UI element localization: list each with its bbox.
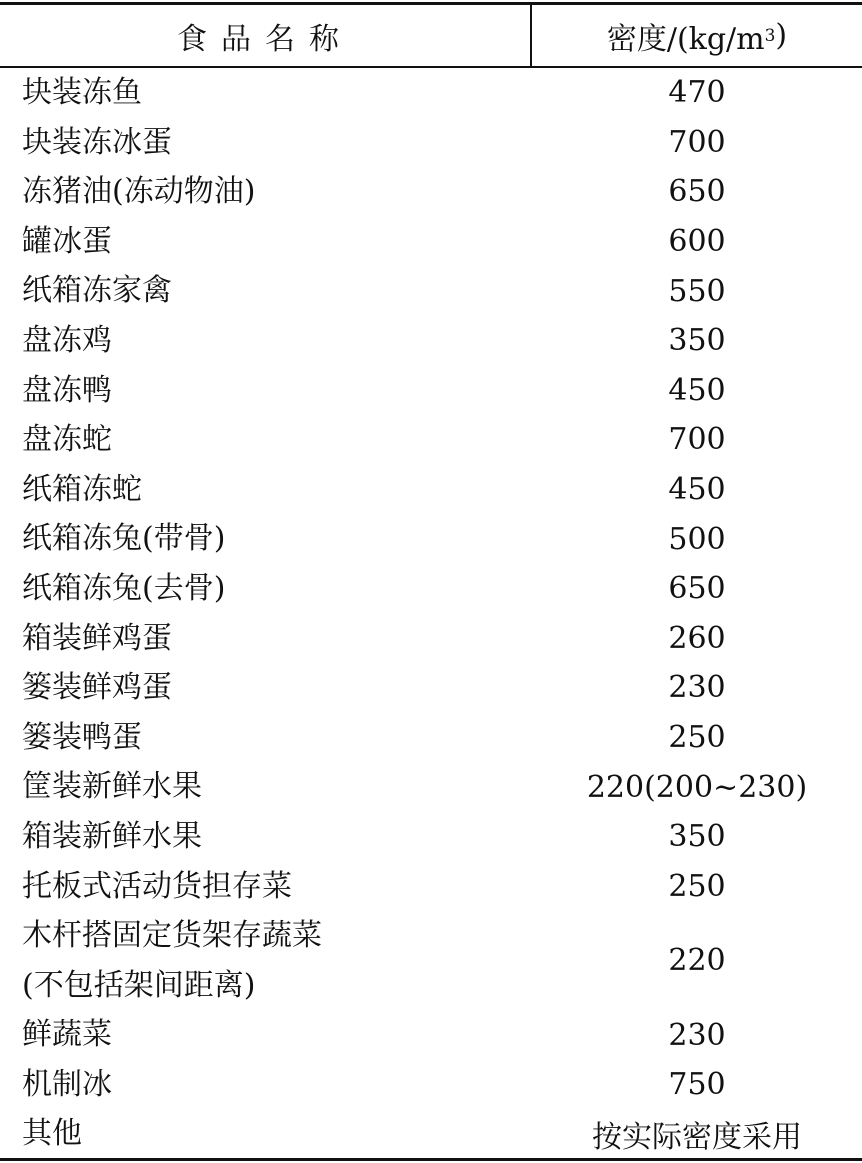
table-row bbox=[0, 316, 862, 366]
table-row bbox=[0, 1060, 862, 1110]
table-row bbox=[0, 862, 862, 912]
density-value: 350 bbox=[668, 323, 726, 359]
food-name: 篓装鲜鸡蛋 bbox=[22, 670, 172, 706]
density-value: 550 bbox=[668, 273, 726, 309]
density-value: 260 bbox=[668, 620, 726, 656]
density-value: 按实际密度采用 bbox=[592, 1120, 802, 1156]
density-value: 500 bbox=[668, 521, 726, 557]
table-row bbox=[0, 812, 862, 862]
table-row bbox=[0, 465, 862, 515]
food-name: 罐冰蛋 bbox=[22, 223, 112, 259]
food-name: 机制冰 bbox=[22, 1066, 112, 1102]
table-row bbox=[0, 514, 862, 564]
table-row bbox=[0, 266, 862, 316]
density-value: 230 bbox=[668, 670, 726, 706]
food-name: 箱装鲜鸡蛋 bbox=[22, 620, 172, 656]
food-name: 块装冻冰蛋 bbox=[22, 124, 172, 160]
table-row bbox=[0, 1010, 862, 1060]
food-name: 托板式活动货担存菜 bbox=[22, 868, 292, 904]
density-value: 230 bbox=[668, 1017, 726, 1053]
table-row bbox=[0, 68, 862, 118]
header-density-suffix: ) bbox=[775, 18, 788, 53]
density-value: 350 bbox=[668, 819, 726, 855]
density-value: 220(200~230) bbox=[586, 769, 808, 805]
header-density-prefix: 密度/(kg/m bbox=[606, 21, 765, 57]
header-food-name: 食品名称 bbox=[177, 21, 353, 57]
food-name: 纸箱冻兔(带骨) bbox=[22, 521, 226, 557]
table-row bbox=[0, 614, 862, 664]
food-name: 盘冻蛇 bbox=[22, 422, 112, 458]
food-name: 纸箱冻兔(去骨) bbox=[22, 570, 226, 606]
food-name: 筐装新鲜水果 bbox=[22, 769, 202, 805]
table-row bbox=[0, 1109, 862, 1159]
table-row bbox=[0, 762, 862, 812]
table-row bbox=[0, 713, 862, 763]
density-value: 450 bbox=[668, 372, 726, 408]
density-value: 450 bbox=[668, 472, 726, 508]
table-bottom-rule bbox=[0, 1158, 862, 1161]
density-value: 250 bbox=[668, 720, 726, 756]
table-row bbox=[0, 167, 862, 217]
food-name: 盘冻鸡 bbox=[22, 322, 112, 358]
food-name: 木杆搭固定货架存蔬菜 (不包括架间距离) bbox=[22, 911, 522, 1010]
table-body bbox=[0, 68, 862, 1159]
food-name: 篓装鸭蛋 bbox=[22, 719, 142, 755]
density-value: 700 bbox=[668, 422, 726, 458]
table-row bbox=[0, 217, 862, 267]
food-name: 其他 bbox=[22, 1116, 82, 1152]
food-name: 纸箱冻蛇 bbox=[22, 471, 142, 507]
density-value: 700 bbox=[668, 124, 726, 160]
density-value: 600 bbox=[668, 224, 726, 260]
density-value: 220 bbox=[668, 943, 726, 979]
table-row bbox=[0, 366, 862, 416]
density-value: 650 bbox=[668, 571, 726, 607]
food-name: 鲜蔬菜 bbox=[22, 1017, 112, 1053]
table-row bbox=[0, 415, 862, 465]
food-name: 块装冻鱼 bbox=[22, 75, 142, 110]
table-row bbox=[0, 118, 862, 168]
density-value: 250 bbox=[668, 868, 726, 904]
table-row bbox=[0, 663, 862, 713]
density-value: 470 bbox=[668, 75, 726, 111]
density-value: 650 bbox=[668, 174, 726, 210]
food-name: 纸箱冻家禽 bbox=[22, 273, 172, 309]
food-name: 冻猪油(冻动物油) bbox=[22, 174, 256, 210]
food-name: 盘冻鸭 bbox=[22, 372, 112, 408]
header-density: 密度/(kg/m 3 ) bbox=[532, 5, 862, 66]
table-row bbox=[0, 564, 862, 614]
table-row bbox=[0, 911, 862, 1010]
food-name-note: (不包括架间距离) bbox=[22, 967, 256, 1003]
food-name: 箱装新鲜水果 bbox=[22, 818, 202, 854]
density-value: 750 bbox=[668, 1067, 726, 1103]
